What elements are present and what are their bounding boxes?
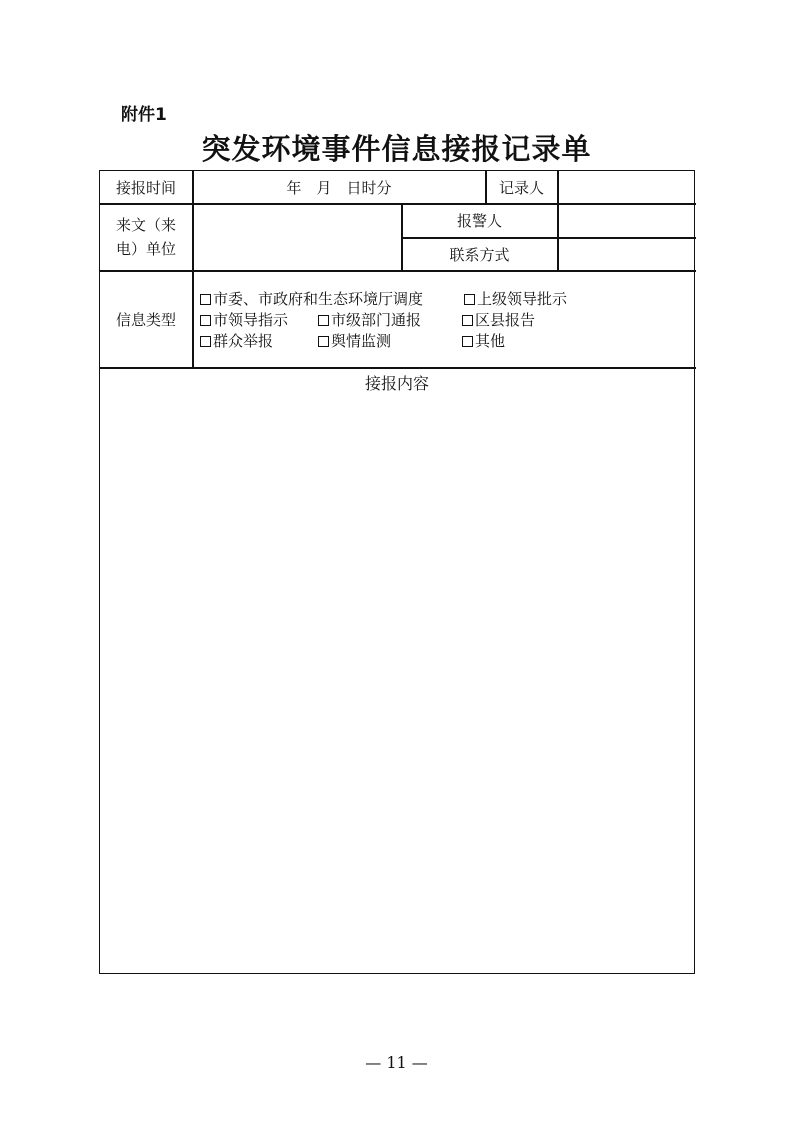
contact-field[interactable]: [558, 238, 696, 270]
checkbox-icon: [200, 336, 211, 347]
page-title: 突发环境事件信息接报记录单: [201, 132, 592, 166]
option-public-opinion-monitoring[interactable]: 舆情监测: [318, 331, 391, 352]
checkbox-icon: [462, 336, 473, 347]
info-type-label: 信息类型: [115, 310, 176, 329]
checkbox-icon: [200, 315, 211, 326]
option-superior-instruction[interactable]: 上级领导批示: [464, 289, 567, 310]
option-district-report[interactable]: 区县报告: [462, 310, 535, 331]
annex-label: 附件1: [121, 105, 167, 125]
option-public-report[interactable]: 群众举报: [200, 331, 273, 352]
checkbox-icon: [462, 315, 473, 326]
page-number: — 11 —: [365, 1053, 428, 1072]
recorder-label: 记录人: [498, 178, 544, 197]
content-area[interactable]: [100, 395, 694, 973]
reporter-field[interactable]: [558, 204, 696, 237]
checkbox-icon: [318, 336, 329, 347]
checkbox-icon: [200, 294, 211, 305]
option-city-leader-instruction[interactable]: 市领导指示: [200, 310, 288, 331]
row-divider: [100, 367, 696, 369]
contact-label: 联系方式: [449, 245, 510, 264]
receive-time-value[interactable]: 年 月 日时分: [286, 178, 392, 197]
source-unit-label: 来文（来电）单位: [115, 216, 176, 258]
recorder-field[interactable]: [558, 171, 696, 203]
record-form: [99, 170, 695, 974]
checkbox-icon: [464, 294, 475, 305]
option-other[interactable]: 其他: [462, 331, 505, 352]
reporter-label: 报警人: [456, 212, 502, 230]
receive-time-label: 接报时间: [115, 178, 176, 197]
option-city-dispatch[interactable]: 市委、市政府和生态环境厅调度: [200, 289, 423, 310]
checkbox-icon: [318, 315, 329, 326]
option-city-department-notice[interactable]: 市级部门通报: [318, 310, 421, 331]
source-unit-field[interactable]: [193, 204, 401, 270]
content-label: 接报内容: [364, 374, 429, 393]
